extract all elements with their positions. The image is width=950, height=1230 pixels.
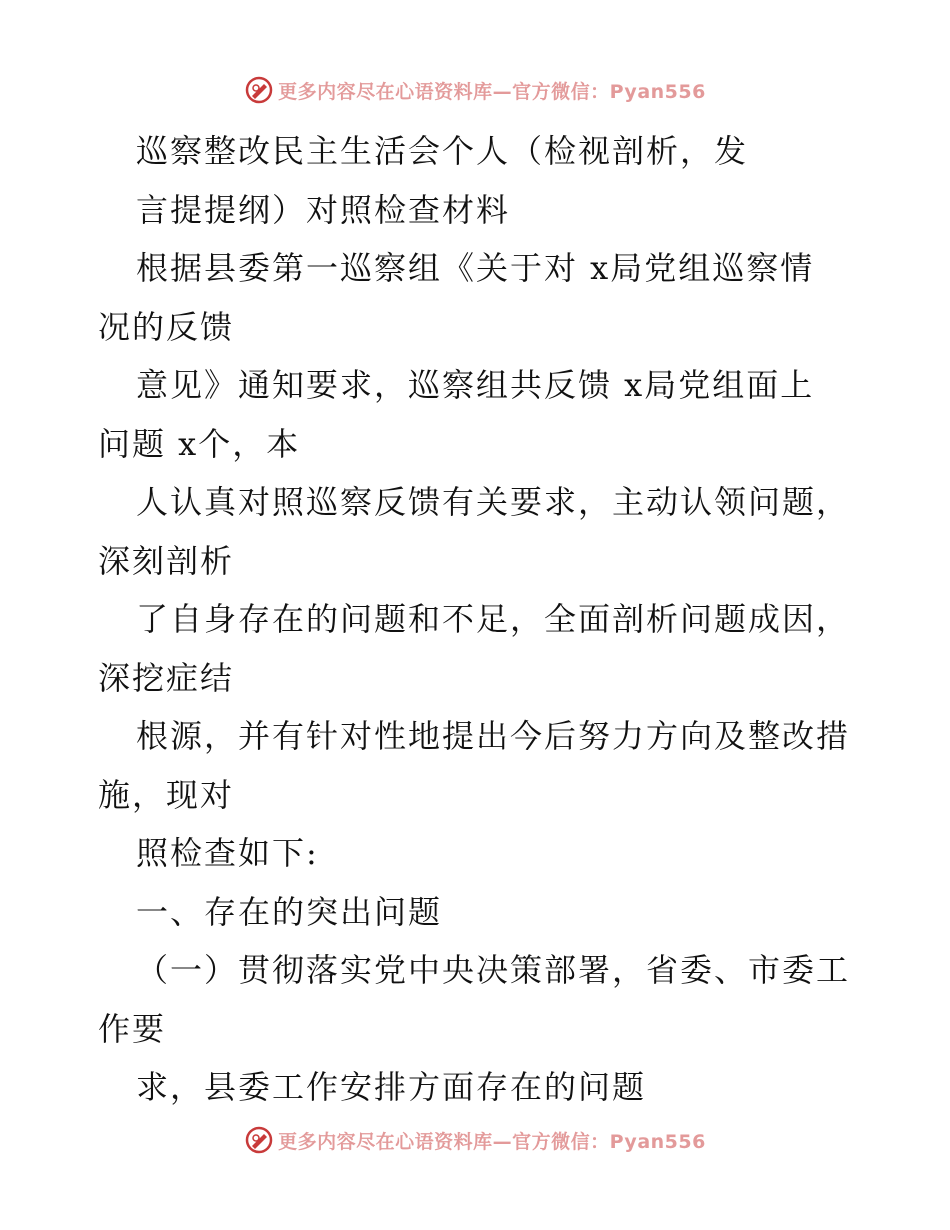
- text-line: 巡察整改民主生活会个人（检视剖析，发: [136, 132, 749, 170]
- header-watermark: [0, 70, 950, 110]
- text-line: 根源，并有针对性地提出今后努力方向及整改措: [136, 717, 851, 755]
- text-line: 一、存在的突出问题: [136, 892, 443, 931]
- logo-icon: [244, 75, 274, 105]
- text-line: 深刻剖析: [98, 541, 235, 580]
- text-line: 作要: [98, 1009, 167, 1048]
- text-line: 施，现对: [98, 775, 235, 814]
- text-line: （一）贯彻落实党中央决策部署，省委、市委工: [136, 951, 851, 989]
- text-line: 照检查如下:: [136, 834, 319, 872]
- watermark-text: 更多内容尽在心语资料库—官方微信：Pyan556: [278, 1130, 706, 1153]
- text-line: 求，县委工作安排方面存在的问题: [136, 1068, 647, 1106]
- text-line: 人认真对照巡察反馈有关要求，主动认领问题，: [136, 483, 851, 521]
- document-body: [98, 122, 858, 1117]
- text-line: 问题 x个，本: [98, 424, 301, 463]
- text-line: 意见》通知要求，巡察组共反馈 x局党组面上: [136, 366, 815, 404]
- text-line: 深挖症结: [98, 658, 235, 697]
- text-line: 况的反馈: [98, 307, 235, 346]
- text-line: 根据县委第一巡察组《关于对 x局党组巡察情: [136, 249, 815, 287]
- text-line: 言提提纲）对照检查材料: [136, 190, 511, 229]
- logo-icon: [244, 1125, 274, 1155]
- text-line: 了自身存在的问题和不足，全面剖析问题成因，: [136, 600, 851, 638]
- watermark-text: 更多内容尽在心语资料库—官方微信：Pyan556: [278, 80, 706, 103]
- footer-watermark: [0, 1120, 950, 1160]
